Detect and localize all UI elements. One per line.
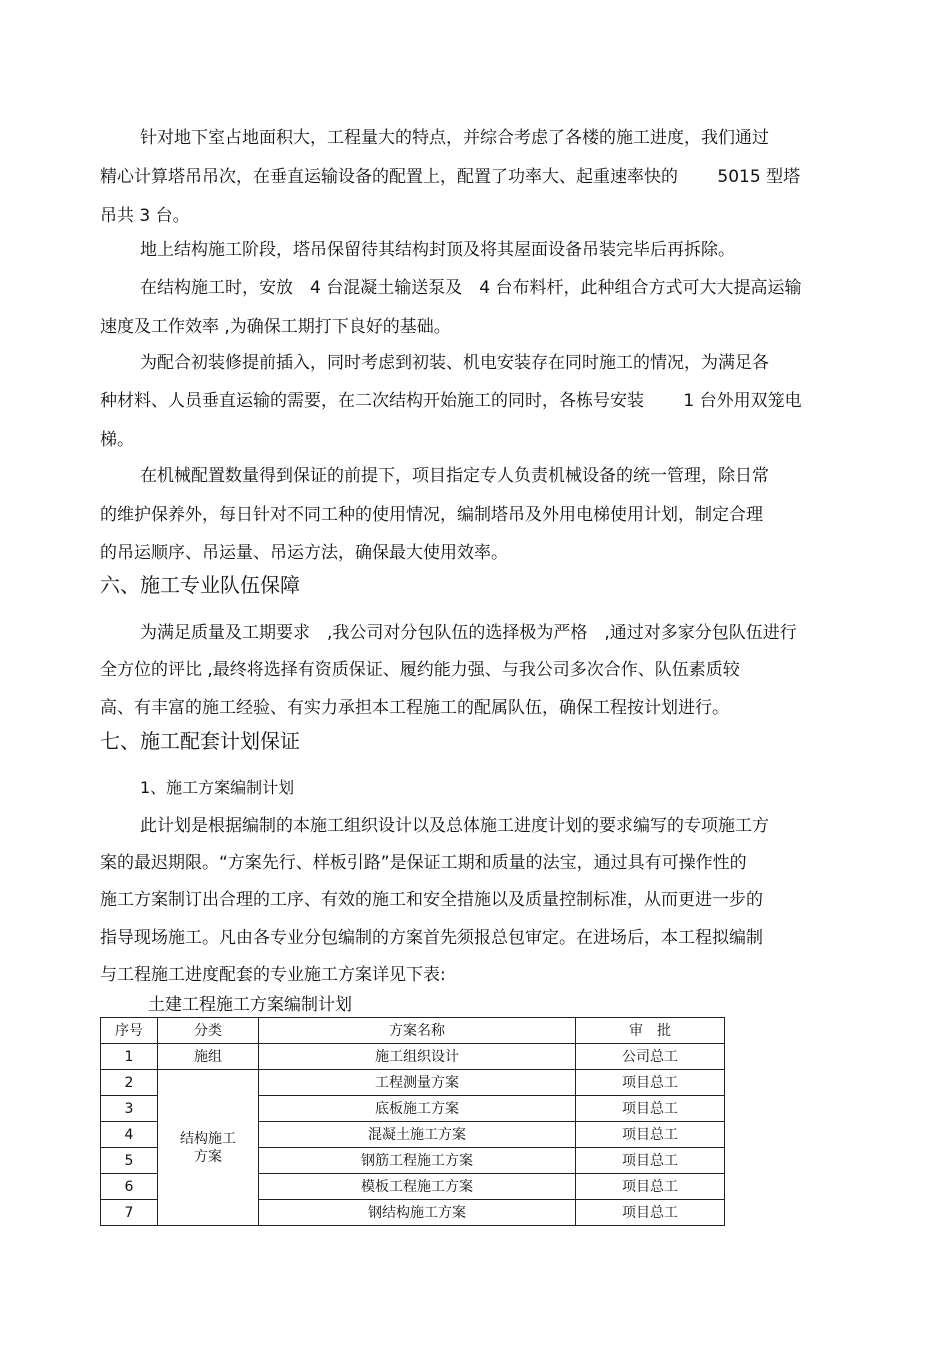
cell-category: 施组 xyxy=(158,1044,259,1070)
header-cell-number: 序号 xyxy=(101,1018,158,1044)
cell-number: 3 xyxy=(101,1096,158,1122)
body-text-line: 速度及工作效率 ,为确保工期打下良好的基础。 xyxy=(100,317,451,337)
body-text-line: 全方位的评比 ,最终将选择有资质保证、履约能力强、与我公司多次合作、队伍素质较 xyxy=(100,660,740,680)
cell-approval: 项目总工 xyxy=(576,1096,725,1122)
cell-plan-name: 底板施工方案 xyxy=(259,1096,576,1122)
cell-approval: 项目总工 xyxy=(576,1148,725,1174)
table-caption: 土建工程施工方案编制计划 xyxy=(148,995,352,1015)
body-text-line: 种材料、人员垂直运输的需要，在二次结构开始施工的同时，各栋号安装 1 台外用双笼电 xyxy=(100,391,802,411)
body-text-line: 为配合初装修提前插入，同时考虑到初装、机电安装存在同时施工的情况，为满足各 xyxy=(140,353,769,373)
body-text-line: 的吊运顺序、吊运量、吊运方法，确保最大使用效率。 xyxy=(100,543,508,563)
category-line: 方案 xyxy=(194,1148,222,1165)
body-text-line: 施工方案制订出合理的工序、有效的施工和安全措施以及质量控制标准，从而更进一步的 xyxy=(100,890,763,910)
table-header-row xyxy=(101,1018,725,1044)
plan-table xyxy=(100,1017,725,1226)
body-text-line: 针对地下室占地面积大，工程量大的特点，并综合考虑了各楼的施工进度，我们通过 xyxy=(140,128,769,148)
cell-number: 2 xyxy=(101,1070,158,1096)
body-text-line: 与工程施工进度配套的专业施工方案详见下表: xyxy=(100,965,446,985)
cell-plan-name: 模板工程施工方案 xyxy=(259,1174,576,1200)
cell-number: 7 xyxy=(101,1200,158,1226)
body-text-line: 精心计算塔吊吊次，在垂直运输设备的配置上，配置了功率大、起重速率快的 5015 型塔 xyxy=(100,167,801,187)
header-cell-category: 分类 xyxy=(158,1018,259,1044)
body-text-line: 在机械配置数量得到保证的前提下，项目指定专人负责机械设备的统一管理，除日常 xyxy=(140,466,769,486)
cell-approval: 公司总工 xyxy=(576,1044,725,1070)
cell-approval: 项目总工 xyxy=(576,1070,725,1096)
cell-plan-name: 钢筋工程施工方案 xyxy=(259,1148,576,1174)
body-text-line: 在结构施工时，安放 4 台混凝土输送泵及 4 台布料杆，此种组合方式可大大提高运输 xyxy=(140,278,802,298)
body-text-line: 为满足质量及工期要求 ,我公司对分包队伍的选择极为严格 ,通过对多家分包队伍进行 xyxy=(140,623,797,643)
table-row xyxy=(101,1070,725,1096)
cell-number: 5 xyxy=(101,1148,158,1174)
cell-plan-name: 工程测量方案 xyxy=(259,1070,576,1096)
body-text-line: 地上结构施工阶段，塔吊保留待其结构封顶及将其屋面设备吊装完毕后再拆除。 xyxy=(140,240,735,260)
cell-number: 1 xyxy=(101,1044,158,1070)
body-text-line: 高、有丰富的施工经验、有实力承担本工程施工的配属队伍，确保工程按计划进行。 xyxy=(100,698,729,718)
section-heading: 七、施工配套计划保证 xyxy=(100,729,300,753)
cell-approval: 项目总工 xyxy=(576,1122,725,1148)
cell-approval: 项目总工 xyxy=(576,1200,725,1226)
body-text-line: 的维护保养外，每日针对不同工种的使用情况，编制塔吊及外用电梯使用计划，制定合理 xyxy=(100,505,763,525)
cell-plan-name: 混凝土施工方案 xyxy=(259,1122,576,1148)
cell-number: 6 xyxy=(101,1174,158,1200)
cell-plan-name: 钢结构施工方案 xyxy=(259,1200,576,1226)
body-text-line: 指导现场施工。凡由各专业分包编制的方案首先须报总包审定。在进场后，本工程拟编制 xyxy=(100,928,763,948)
subsection-heading: 1、施工方案编制计划 xyxy=(140,778,295,797)
body-text-line: 案的最迟期限。“方案先行、样板引路”是保证工期和质量的法宝，通过具有可操作性的 xyxy=(100,853,747,873)
header-cell-plan-name: 方案名称 xyxy=(259,1018,576,1044)
header-cell-approval: 审 批 xyxy=(576,1018,725,1044)
category-line: 结构施工 xyxy=(180,1130,236,1147)
body-text-line: 梯。 xyxy=(100,430,134,450)
cell-number: 4 xyxy=(101,1122,158,1148)
table-row xyxy=(101,1044,725,1070)
section-heading: 六、施工专业队伍保障 xyxy=(100,573,300,597)
cell-plan-name: 施工组织设计 xyxy=(259,1044,576,1070)
cell-approval: 项目总工 xyxy=(576,1174,725,1200)
cell-category-merged xyxy=(158,1070,259,1226)
body-text-line: 此计划是根据编制的本施工组织设计以及总体施工进度计划的要求编写的专项施工方 xyxy=(140,816,769,836)
body-text-line: 吊共 3 台。 xyxy=(100,206,190,226)
